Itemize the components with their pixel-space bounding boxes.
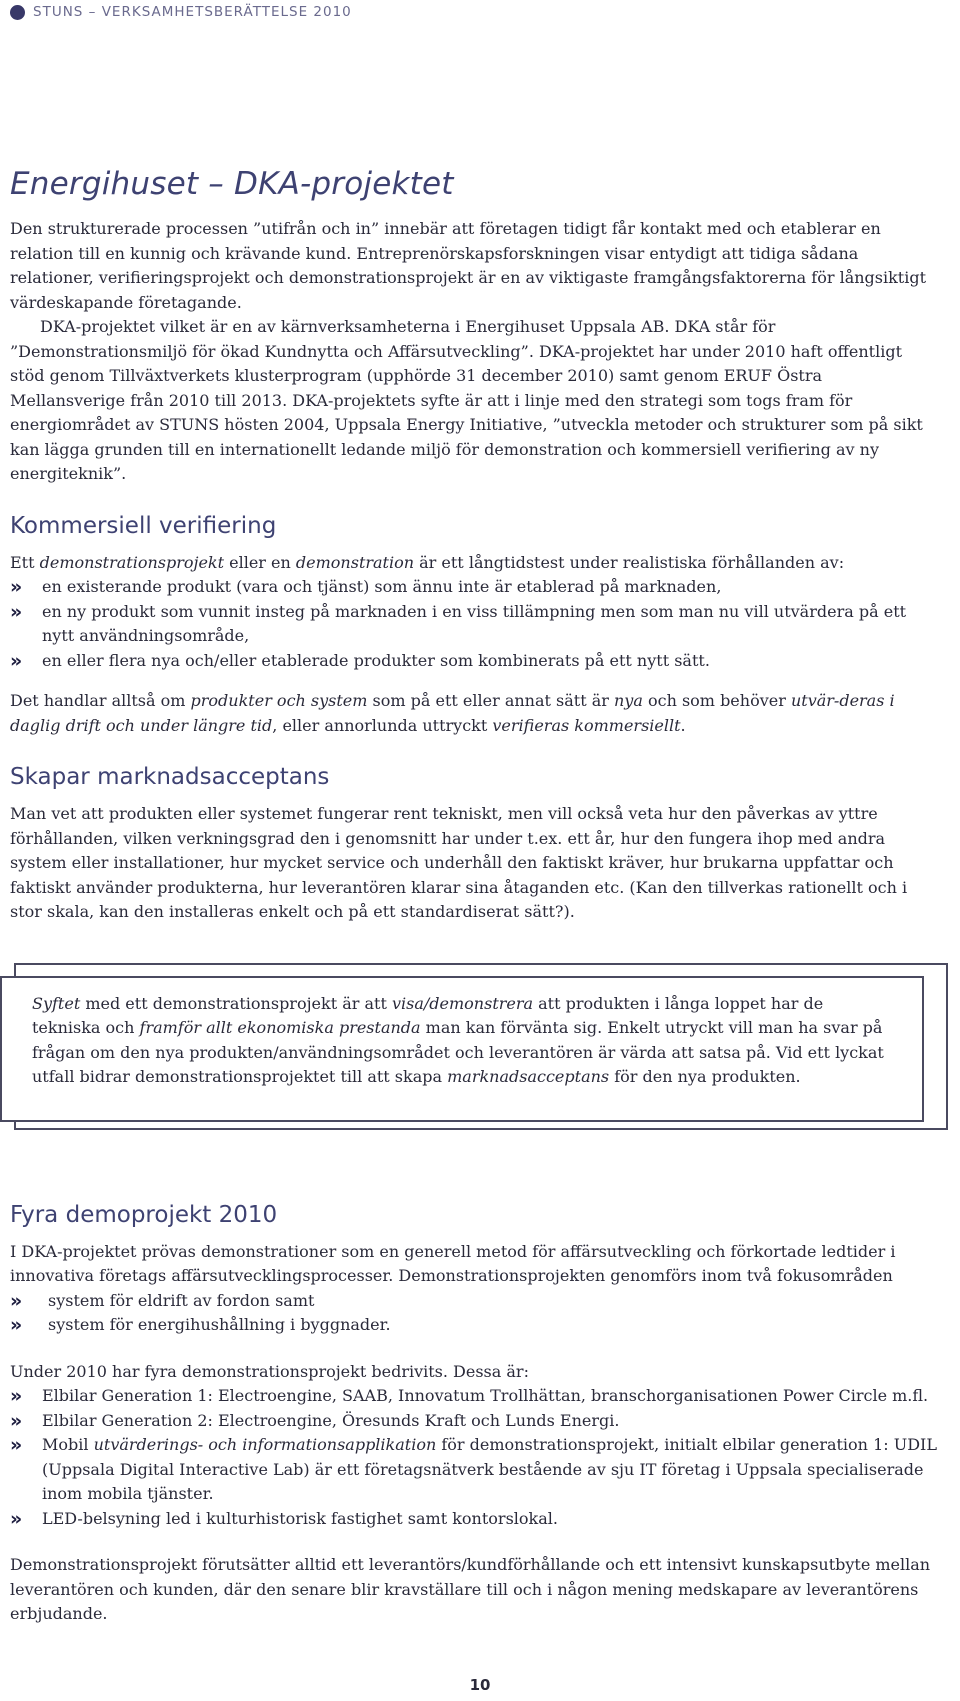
list-item: » en ny produkt som vunnit insteg på marknaden i en viss tillämpning men som man nu vill utvärdera på ett nytt användningsområde, bbox=[10, 600, 940, 649]
list-item: » system för eldrift av fordon samt bbox=[10, 1289, 940, 1314]
callout-box bbox=[0, 963, 946, 1140]
heading-fyra: Fyra demoprojekt 2010 bbox=[10, 1201, 278, 1228]
callout-frame bbox=[0, 976, 924, 1122]
list-item: » system för energihushållning i byggnader. bbox=[10, 1313, 940, 1338]
fyra-under: Under 2010 har fyra demonstrationsprojekt bedrivits. Dessa är: bbox=[10, 1361, 529, 1381]
list-item: » Elbilar Generation 2: Electroengine, Öresunds Kraft och Lunds Energi. bbox=[10, 1409, 940, 1434]
list-item: » en eller flera nya och/eller etablerade produkter som kombinerats på ett nytt sätt. bbox=[10, 649, 940, 674]
section-kommersiell bbox=[10, 513, 940, 739]
kommersiell-closing: Det handlar alltså om produkter och system som på ett eller annat sätt är nya och som behöver utvär-deras i daglig drift och under längre tid, eller annorlunda uttryckt verifieras kommersiellt. bbox=[10, 691, 895, 735]
running-header bbox=[10, 2, 352, 22]
section-fyra bbox=[10, 1202, 940, 1627]
kommersiell-lead: Ett demonstrationsprojekt eller en demonstration är ett långtidstest under realistiska förhållanden av: bbox=[10, 552, 845, 572]
fyra-intro: I DKA-projektet prövas demonstrationer som en generell metod för affärsutveckling och förkortade ledtider i innovativa företags affärsutvecklingsprocesser. Demonstrationsprojekten genomförs inom två fokusområden bbox=[10, 1241, 896, 1285]
section-skapar bbox=[10, 764, 940, 925]
page-content bbox=[10, 166, 940, 1627]
list-item: » LED-belsyning led i kulturhistorisk fastighet samt kontorslokal. bbox=[10, 1507, 940, 1532]
intro-paragraph-1: Den strukturerade processen ”utifrån och in” innebär att företagen tidigt får kontakt med och etablerar en relation till en kunnig och krävande kund. Entreprenörskapsforskningen visar entydigt att tidiga sådana relationer, verifieringsprojekt och demonstrationsprojekt är en av viktigaste framgångsfaktorerna för långsiktigt värdeskapande företagande. bbox=[10, 219, 927, 312]
page-title: Energihuset – DKA-projektet bbox=[10, 166, 454, 202]
heading-kommersiell: Kommersiell verifiering bbox=[10, 512, 277, 539]
header-bullet-icon bbox=[10, 5, 25, 20]
focus-list bbox=[10, 1289, 940, 1338]
list-item: » Elbilar Generation 1: Electroengine, SAAB, Innovatum Trollhättan, branschorganisationen Power Circle m.fl. bbox=[10, 1384, 940, 1409]
heading-skapar: Skapar marknadsacceptans bbox=[10, 764, 330, 790]
kommersiell-bullet-list bbox=[10, 575, 940, 673]
callout-text: Syftet med ett demonstrationsprojekt är att visa/demonstrera att produkten i långa loppet har de tekniska och framför allt ekonomiska prestanda man kan förvänta sig. Enkelt utryckt vill man ha svar på frågan om den nya produkten/användningsområdet och leverantören är värda att satsa på. Vid ett lyckat utfall bidrar demonstrationsprojektet till att skapa marknadsacceptans för den nya produkten. bbox=[32, 993, 884, 1086]
skapar-paragraph: Man vet att produkten eller systemet fungerar rent tekniskt, men vill också veta hur den påverkas av yttre förhållanden, vilken verkningsgrad den i genomsnitt har under t.ex. ett år, hur den fungera ihop med andra system eller installationer, hur mycket service och underhåll den faktiskt kräver, hur brukarna uppfattar och faktiskt använder produkterna, hur leverantören klarar sina åtaganden etc. (Kan den tillverkas rationellt och i stor skala, kan den installeras enkelt och på ett standardiserat sätt?). bbox=[10, 804, 908, 921]
page-number: 10 bbox=[469, 1676, 491, 1694]
header-label: STUNS – VERKSAMHETSBERÄTTELSE 2010 bbox=[33, 4, 352, 20]
list-item: » en existerande produkt (vara och tjänst) som ännu inte är etablerad på marknaden, bbox=[10, 575, 940, 600]
projects-list bbox=[10, 1384, 940, 1531]
list-item: » Mobil utvärderings- och informationsapplikation för demonstrationsprojekt, initialt elbilar generation 1: UDIL (Uppsala Digital Interactive Lab) är ett företagsnätverk bestående av sju IT företag i Uppsala specialiserade inom mobila tjänster. bbox=[10, 1433, 940, 1507]
intro-paragraph-2: DKA-projektet vilket är en av kärnverksamheterna i Energihuset Uppsala AB. DKA står för ”Demonstrationsmiljö för ökad Kundnytta och Affärsutveckling”. DKA-projektet har under 2010 haft offentligt stöd genom Tillväxtverkets klusterprogram (upphörde 31 december 2010) samt genom ERUF Östra Mellansverige från 2010 till 2013. DKA-projektets syfte är att i linje med den strategi som togs fram för energiområdet av STUNS hösten 2004, Uppsala Energy Initiative, ”utveckla metoder och strukturer som på sikt kan lägga grunden till en internationellt ledande miljö för demonstration och kommersiell verifiering av ny energiteknik”. bbox=[10, 317, 923, 483]
fyra-closing: Demonstrationsprojekt förutsätter alltid ett leverantörs/kundförhållande och ett intensivt kunskapsutbyte mellan leverantören och kunden, där den senare blir kravställare till och i någon mening medskapare av leverantörens erbjudande. bbox=[10, 1555, 931, 1623]
